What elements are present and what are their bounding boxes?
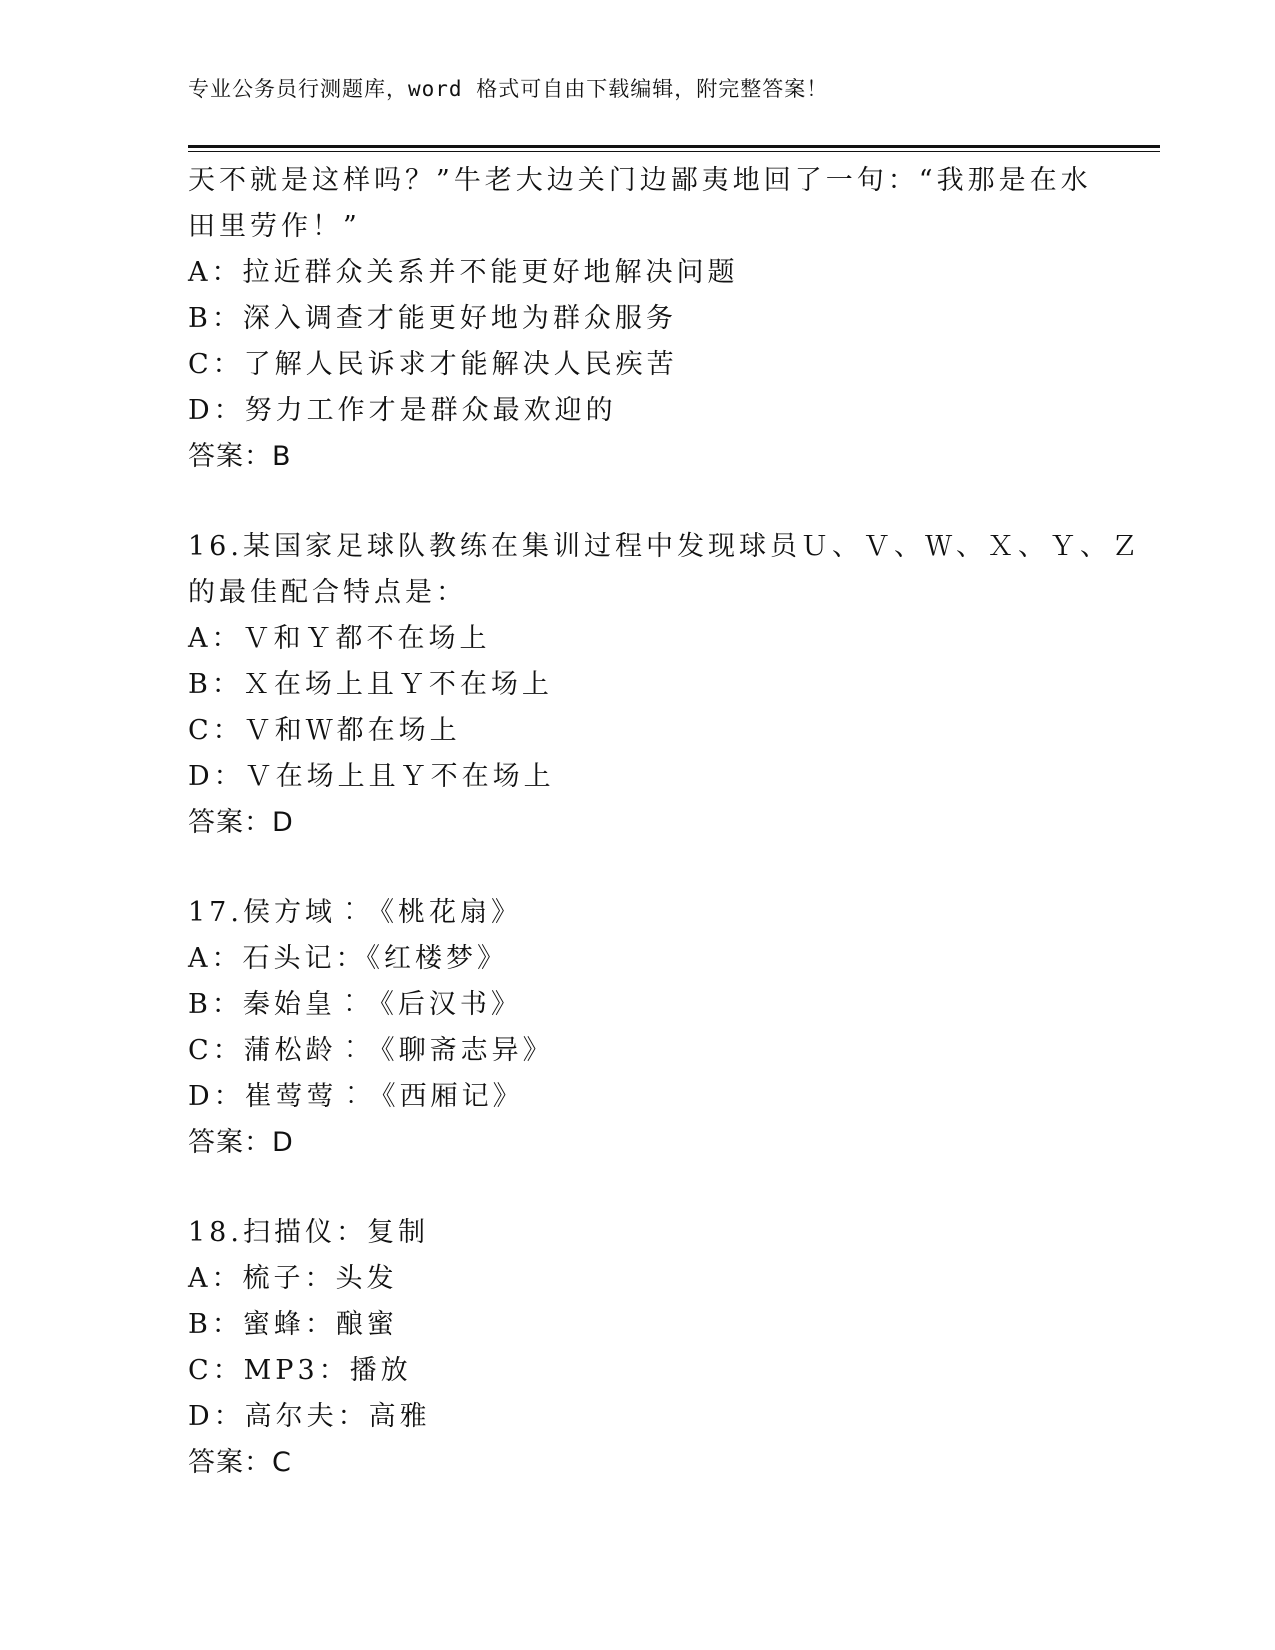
page-header: 专业公务员行测题库，word 格式可自由下载编辑，附完整答案！	[188, 77, 829, 101]
question-block-17	[188, 890, 1108, 1166]
option-b: B：秦始皇︰《后汉书》	[188, 989, 522, 1020]
question-text-line: 16.某国家足球队教练在集训过程中发现球员Ｕ、Ｖ、Ｗ、Ｘ、Ｙ、Ｚ	[188, 531, 1142, 562]
option-d: D：崔莺莺︰《西厢记》	[188, 1081, 524, 1112]
question-block-15	[188, 158, 1108, 480]
header-rule-thin	[188, 151, 1160, 152]
option-a: A：拉近群众关系并不能更好地解决问题	[188, 257, 739, 288]
document-body	[188, 158, 1142, 1486]
option-b: B：深入调查才能更好地为群众服务	[188, 303, 677, 334]
question-text-line: 17.侯方域︰《桃花扇》	[188, 897, 522, 928]
option-c: C：MP3：播放	[188, 1355, 412, 1386]
option-c: C：蒲松龄︰《聊斋志异》	[188, 1035, 554, 1066]
spacer	[188, 480, 1108, 524]
question-text-line: 天不就是这样吗？”牛老大边关门边鄙夷地回了一句：“我那是在水	[188, 165, 1092, 196]
option-b: B：Ｘ在场上且Ｙ不在场上	[188, 669, 553, 700]
option-c: C：了解人民诉求才能解决人民疾苦	[188, 349, 678, 380]
spacer	[188, 846, 1108, 890]
option-c: C：Ｖ和Ｗ都在场上	[188, 715, 461, 746]
option-b: B：蜜蜂：酿蜜	[188, 1309, 398, 1340]
spacer	[188, 1166, 1108, 1210]
answer: 答案：C	[188, 1447, 292, 1478]
question-block-18	[188, 1210, 1108, 1486]
option-d: D：努力工作才是群众最欢迎的	[188, 395, 617, 426]
option-a: A：Ｖ和Ｙ都不在场上	[188, 623, 491, 654]
option-a: A：梳子：头发	[188, 1263, 398, 1294]
question-block-16	[188, 524, 1142, 846]
option-a: A：石头记：《红楼梦》	[188, 943, 508, 974]
question-text-line: 田里劳作！”	[188, 211, 361, 242]
question-text-line: 18.扫描仪：复制	[188, 1217, 429, 1248]
answer: 答案：D	[188, 807, 294, 838]
answer: 答案：D	[188, 1127, 294, 1158]
option-d: D：Ｖ在场上且Ｙ不在场上	[188, 761, 555, 792]
answer: 答案：B	[188, 441, 292, 472]
option-d: D：高尔夫：高雅	[188, 1401, 431, 1432]
question-text-line: 的最佳配合特点是：	[188, 577, 467, 608]
header-rule-thick	[188, 145, 1160, 148]
